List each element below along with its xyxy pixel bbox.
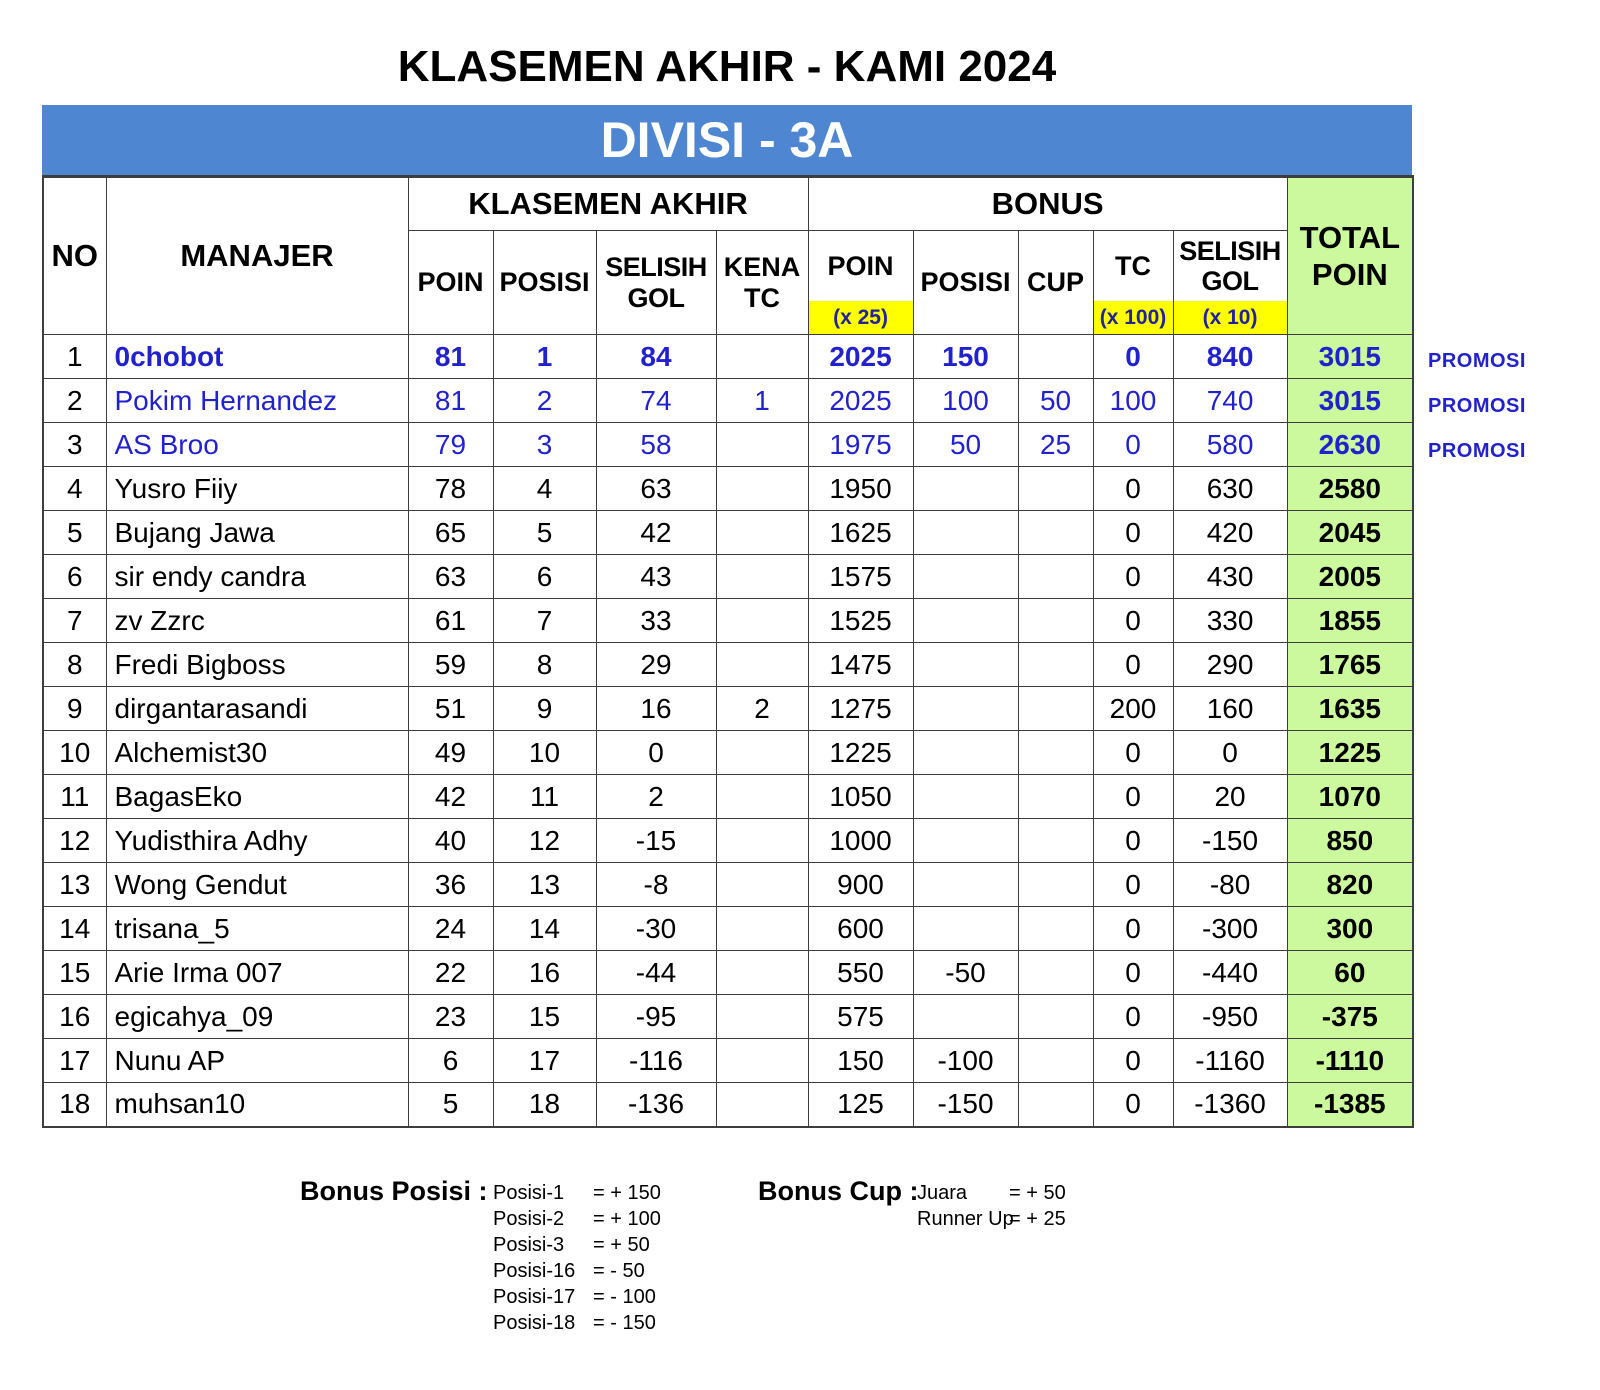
table-row xyxy=(43,951,1413,995)
table-row xyxy=(43,819,1413,863)
cell-total-poin: 3015 xyxy=(1287,335,1413,379)
table-row xyxy=(43,555,1413,599)
cell-bonus-posisi: 50 xyxy=(913,423,1018,467)
bonus-cup-entries xyxy=(917,1180,1066,1232)
cell-kena-tc xyxy=(716,423,808,467)
col-header-k-posisi: POSISI xyxy=(493,231,596,335)
cell-bonus-tc: 0 xyxy=(1093,907,1173,951)
cell-klasemen-poin: 61 xyxy=(408,599,493,643)
cell-no: 4 xyxy=(43,467,106,511)
cell-klasemen-poin: 81 xyxy=(408,379,493,423)
legend-entry xyxy=(493,1206,661,1232)
cell-bonus-cup xyxy=(1018,643,1093,687)
cell-bonus-cup xyxy=(1018,335,1093,379)
cell-bonus-poin: 1000 xyxy=(808,819,913,863)
cell-bonus-posisi xyxy=(913,775,1018,819)
cell-klasemen-selisih-gol: -8 xyxy=(596,863,716,907)
cell-klasemen-poin: 79 xyxy=(408,423,493,467)
col-header-kena-tc: KENA TC xyxy=(716,231,808,335)
cell-bonus-poin: 1275 xyxy=(808,687,913,731)
table-row xyxy=(43,423,1413,467)
cell-klasemen-posisi: 1 xyxy=(493,335,596,379)
cell-bonus-cup xyxy=(1018,599,1093,643)
cell-bonus-posisi xyxy=(913,555,1018,599)
cell-bonus-selisih-gol: -150 xyxy=(1173,819,1287,863)
cell-klasemen-selisih-gol: 84 xyxy=(596,335,716,379)
cell-klasemen-selisih-gol: 33 xyxy=(596,599,716,643)
page-title: KLASEMEN AKHIR - KAMI 2024 xyxy=(397,42,1057,91)
cell-bonus-posisi: -50 xyxy=(913,951,1018,995)
cell-total-poin: 820 xyxy=(1287,863,1413,907)
cell-klasemen-selisih-gol: 2 xyxy=(596,775,716,819)
cell-total-poin: 2005 xyxy=(1287,555,1413,599)
cell-kena-tc xyxy=(716,863,808,907)
cell-bonus-poin: 150 xyxy=(808,1039,913,1083)
cell-bonus-poin: 1050 xyxy=(808,775,913,819)
legend-entry xyxy=(917,1180,1066,1206)
cell-kena-tc xyxy=(716,467,808,511)
cell-klasemen-selisih-gol: -44 xyxy=(596,951,716,995)
cell-total-poin: 1635 xyxy=(1287,687,1413,731)
legend-entry xyxy=(917,1206,1066,1232)
cell-bonus-poin: 1975 xyxy=(808,423,913,467)
cell-bonus-cup xyxy=(1018,1039,1093,1083)
cell-bonus-tc: 0 xyxy=(1093,1083,1173,1127)
legend-entry-label: Posisi-18 xyxy=(493,1312,576,1334)
cell-total-poin: 300 xyxy=(1287,907,1413,951)
cell-klasemen-selisih-gol: 16 xyxy=(596,687,716,731)
cell-kena-tc xyxy=(716,951,808,995)
col-header-b-cup: CUP xyxy=(1018,231,1093,335)
cell-no: 5 xyxy=(43,511,106,555)
cell-bonus-poin: 1575 xyxy=(808,555,913,599)
col-header-no: NO xyxy=(43,177,106,335)
cell-no: 2 xyxy=(43,379,106,423)
cell-total-poin: 1225 xyxy=(1287,731,1413,775)
legend-entry-value: = - 50 xyxy=(593,1260,645,1282)
cell-bonus-posisi: -150 xyxy=(913,1083,1018,1127)
cell-bonus-selisih-gol: -1160 xyxy=(1173,1039,1287,1083)
cell-bonus-posisi xyxy=(913,643,1018,687)
cell-total-poin: -1385 xyxy=(1287,1083,1413,1127)
cell-bonus-tc: 0 xyxy=(1093,467,1173,511)
bonus-cup-title: Bonus Cup : xyxy=(758,1176,919,1206)
col-header-b-posisi: POSISI xyxy=(913,231,1018,335)
cell-bonus-cup: 50 xyxy=(1018,379,1093,423)
cell-bonus-posisi: 150 xyxy=(913,335,1018,379)
cell-total-poin: 3015 xyxy=(1287,379,1413,423)
table-row xyxy=(43,1083,1413,1127)
cell-bonus-cup xyxy=(1018,687,1093,731)
cell-kena-tc xyxy=(716,731,808,775)
cell-no: 10 xyxy=(43,731,106,775)
legend-entry-value: = + 150 xyxy=(593,1182,661,1204)
cell-klasemen-posisi: 4 xyxy=(493,467,596,511)
cell-no: 18 xyxy=(43,1083,106,1127)
cell-no: 11 xyxy=(43,775,106,819)
cell-klasemen-selisih-gol: -15 xyxy=(596,819,716,863)
cell-manajer: dirgantarasandi xyxy=(106,687,408,731)
table-row xyxy=(43,511,1413,555)
cell-bonus-posisi xyxy=(913,907,1018,951)
standings-table xyxy=(42,175,1414,1128)
cell-bonus-selisih-gol: 840 xyxy=(1173,335,1287,379)
cell-bonus-tc: 0 xyxy=(1093,863,1173,907)
table-row xyxy=(43,335,1413,379)
cell-manajer: Nunu AP xyxy=(106,1039,408,1083)
cell-bonus-cup xyxy=(1018,863,1093,907)
cell-klasemen-posisi: 16 xyxy=(493,951,596,995)
legend-entry-value: = - 100 xyxy=(593,1286,656,1308)
cell-klasemen-poin: 36 xyxy=(408,863,493,907)
legend-entry-label: Juara xyxy=(917,1182,968,1204)
cell-klasemen-selisih-gol: 29 xyxy=(596,643,716,687)
cell-bonus-tc: 0 xyxy=(1093,599,1173,643)
cell-klasemen-poin: 24 xyxy=(408,907,493,951)
cell-klasemen-selisih-gol: 43 xyxy=(596,555,716,599)
cell-kena-tc xyxy=(716,643,808,687)
cell-bonus-cup: 25 xyxy=(1018,423,1093,467)
cell-bonus-selisih-gol: 290 xyxy=(1173,643,1287,687)
col-header-manajer: MANAJER xyxy=(106,177,408,335)
multiplier-band-poin: (x 25) xyxy=(809,301,913,334)
cell-klasemen-selisih-gol: 0 xyxy=(596,731,716,775)
cell-bonus-poin: 125 xyxy=(808,1083,913,1127)
cell-klasemen-poin: 40 xyxy=(408,819,493,863)
cell-bonus-tc: 100 xyxy=(1093,379,1173,423)
cell-bonus-tc: 0 xyxy=(1093,819,1173,863)
cell-bonus-posisi xyxy=(913,819,1018,863)
cell-total-poin: 2630 xyxy=(1287,423,1413,467)
table-row xyxy=(43,731,1413,775)
cell-klasemen-posisi: 9 xyxy=(493,687,596,731)
cell-total-poin: 2580 xyxy=(1287,467,1413,511)
promosi-label: PROMOSI xyxy=(1428,350,1526,372)
cell-bonus-tc: 0 xyxy=(1093,775,1173,819)
table-row xyxy=(43,599,1413,643)
cell-klasemen-posisi: 11 xyxy=(493,775,596,819)
cell-bonus-cup xyxy=(1018,467,1093,511)
cell-no: 14 xyxy=(43,907,106,951)
cell-bonus-cup xyxy=(1018,951,1093,995)
legend xyxy=(0,1176,1600,1356)
cell-bonus-selisih-gol: 630 xyxy=(1173,467,1287,511)
legend-entry-label: Posisi-16 xyxy=(493,1260,576,1282)
cell-klasemen-posisi: 13 xyxy=(493,863,596,907)
legend-entry xyxy=(493,1284,661,1310)
legend-entry-label: Posisi-2 xyxy=(493,1208,565,1230)
cell-klasemen-poin: 49 xyxy=(408,731,493,775)
cell-klasemen-selisih-gol: 42 xyxy=(596,511,716,555)
cell-klasemen-selisih-gol: -116 xyxy=(596,1039,716,1083)
cell-klasemen-posisi: 18 xyxy=(493,1083,596,1127)
cell-bonus-tc: 0 xyxy=(1093,555,1173,599)
cell-bonus-poin: 2025 xyxy=(808,379,913,423)
cell-klasemen-poin: 59 xyxy=(408,643,493,687)
cell-bonus-selisih-gol: 20 xyxy=(1173,775,1287,819)
cell-total-poin: 1070 xyxy=(1287,775,1413,819)
cell-bonus-poin: 1225 xyxy=(808,731,913,775)
cell-bonus-selisih-gol: 420 xyxy=(1173,511,1287,555)
cell-no: 1 xyxy=(43,335,106,379)
cell-manajer: Yusro Fiiy xyxy=(106,467,408,511)
bonus-posisi-entries xyxy=(493,1180,661,1336)
cell-bonus-poin: 1625 xyxy=(808,511,913,555)
cell-manajer: AS Broo xyxy=(106,423,408,467)
cell-bonus-tc: 0 xyxy=(1093,511,1173,555)
table-row xyxy=(43,775,1413,819)
table-row xyxy=(43,467,1413,511)
cell-klasemen-poin: 22 xyxy=(408,951,493,995)
table-row xyxy=(43,687,1413,731)
table-row xyxy=(43,863,1413,907)
legend-entry-label: Posisi-3 xyxy=(493,1234,565,1256)
cell-total-poin: 1855 xyxy=(1287,599,1413,643)
cell-manajer: Pokim Hernandez xyxy=(106,379,408,423)
cell-no: 17 xyxy=(43,1039,106,1083)
promosi-label: PROMOSI xyxy=(1428,395,1526,417)
cell-klasemen-poin: 51 xyxy=(408,687,493,731)
cell-kena-tc xyxy=(716,775,808,819)
cell-bonus-posisi: -100 xyxy=(913,1039,1018,1083)
cell-kena-tc: 2 xyxy=(716,687,808,731)
cell-klasemen-selisih-gol: -136 xyxy=(596,1083,716,1127)
cell-klasemen-poin: 42 xyxy=(408,775,493,819)
cell-bonus-selisih-gol: -80 xyxy=(1173,863,1287,907)
cell-bonus-tc: 0 xyxy=(1093,1039,1173,1083)
cell-manajer: egicahya_09 xyxy=(106,995,408,1039)
cell-bonus-posisi xyxy=(913,863,1018,907)
cell-klasemen-posisi: 3 xyxy=(493,423,596,467)
cell-bonus-selisih-gol: 740 xyxy=(1173,379,1287,423)
cell-bonus-selisih-gol: -440 xyxy=(1173,951,1287,995)
col-header-b-tc: TC (x 100) xyxy=(1093,231,1173,335)
col-header-b-poin: POIN (x 25) xyxy=(808,231,913,335)
cell-bonus-tc: 0 xyxy=(1093,643,1173,687)
cell-klasemen-posisi: 12 xyxy=(493,819,596,863)
cell-no: 9 xyxy=(43,687,106,731)
cell-klasemen-selisih-gol: 58 xyxy=(596,423,716,467)
cell-klasemen-posisi: 15 xyxy=(493,995,596,1039)
cell-bonus-cup xyxy=(1018,731,1093,775)
cell-total-poin: 60 xyxy=(1287,951,1413,995)
cell-bonus-cup xyxy=(1018,555,1093,599)
cell-klasemen-selisih-gol: 74 xyxy=(596,379,716,423)
cell-bonus-poin: 575 xyxy=(808,995,913,1039)
cell-klasemen-poin: 63 xyxy=(408,555,493,599)
legend-entry xyxy=(493,1258,661,1284)
cell-klasemen-posisi: 14 xyxy=(493,907,596,951)
group-header-bonus: BONUS xyxy=(808,177,1287,231)
cell-bonus-cup xyxy=(1018,907,1093,951)
cell-bonus-selisih-gol: 430 xyxy=(1173,555,1287,599)
promosi-label: PROMOSI xyxy=(1428,440,1526,462)
cell-manajer: Fredi Bigboss xyxy=(106,643,408,687)
cell-klasemen-selisih-gol: 63 xyxy=(596,467,716,511)
cell-bonus-tc: 0 xyxy=(1093,731,1173,775)
cell-klasemen-posisi: 17 xyxy=(493,1039,596,1083)
cell-no: 6 xyxy=(43,555,106,599)
cell-no: 8 xyxy=(43,643,106,687)
cell-bonus-poin: 1525 xyxy=(808,599,913,643)
cell-kena-tc xyxy=(716,335,808,379)
multiplier-band-selisih-gol: (x 10) xyxy=(1174,301,1287,334)
cell-kena-tc: 1 xyxy=(716,379,808,423)
legend-entry-label: Posisi-17 xyxy=(493,1286,576,1308)
cell-bonus-poin: 550 xyxy=(808,951,913,995)
cell-kena-tc xyxy=(716,599,808,643)
cell-klasemen-poin: 78 xyxy=(408,467,493,511)
cell-bonus-cup xyxy=(1018,511,1093,555)
cell-bonus-tc: 200 xyxy=(1093,687,1173,731)
cell-klasemen-selisih-gol: -95 xyxy=(596,995,716,1039)
table-row xyxy=(43,643,1413,687)
cell-bonus-posisi xyxy=(913,599,1018,643)
cell-manajer: zv Zzrc xyxy=(106,599,408,643)
cell-bonus-tc: 0 xyxy=(1093,995,1173,1039)
cell-klasemen-poin: 6 xyxy=(408,1039,493,1083)
legend-entry-label: Runner Up xyxy=(917,1208,1014,1230)
col-header-total-poin: TOTAL POIN xyxy=(1287,177,1413,335)
table-row xyxy=(43,907,1413,951)
cell-bonus-selisih-gol: -950 xyxy=(1173,995,1287,1039)
cell-bonus-selisih-gol: 330 xyxy=(1173,599,1287,643)
cell-kena-tc xyxy=(716,1039,808,1083)
cell-no: 16 xyxy=(43,995,106,1039)
legend-entry-value: = + 25 xyxy=(1009,1208,1066,1230)
cell-manajer: BagasEko xyxy=(106,775,408,819)
col-header-k-poin: POIN xyxy=(408,231,493,335)
cell-manajer: trisana_5 xyxy=(106,907,408,951)
legend-entry xyxy=(493,1310,661,1336)
cell-klasemen-posisi: 6 xyxy=(493,555,596,599)
cell-bonus-poin: 2025 xyxy=(808,335,913,379)
cell-kena-tc xyxy=(716,819,808,863)
legend-entry-label: Posisi-1 xyxy=(493,1182,565,1204)
cell-no: 15 xyxy=(43,951,106,995)
cell-no: 3 xyxy=(43,423,106,467)
cell-klasemen-posisi: 5 xyxy=(493,511,596,555)
cell-kena-tc xyxy=(716,1083,808,1127)
cell-no: 7 xyxy=(43,599,106,643)
cell-bonus-posisi xyxy=(913,687,1018,731)
legend-entry xyxy=(493,1180,661,1206)
table-body xyxy=(43,335,1413,1127)
group-header-klasemen-akhir: KLASEMEN AKHIR xyxy=(408,177,808,231)
cell-total-poin: 2045 xyxy=(1287,511,1413,555)
col-header-k-selisih-gol: SELISIH GOL xyxy=(596,231,716,335)
table-row xyxy=(43,1039,1413,1083)
cell-bonus-poin: 1950 xyxy=(808,467,913,511)
cell-bonus-selisih-gol: 0 xyxy=(1173,731,1287,775)
cell-bonus-cup xyxy=(1018,775,1093,819)
cell-total-poin: -375 xyxy=(1287,995,1413,1039)
cell-bonus-selisih-gol: 160 xyxy=(1173,687,1287,731)
cell-bonus-cup xyxy=(1018,819,1093,863)
cell-kena-tc xyxy=(716,907,808,951)
table-row xyxy=(43,995,1413,1039)
cell-bonus-selisih-gol: -300 xyxy=(1173,907,1287,951)
cell-bonus-cup xyxy=(1018,995,1093,1039)
cell-klasemen-posisi: 2 xyxy=(493,379,596,423)
cell-klasemen-poin: 5 xyxy=(408,1083,493,1127)
cell-manajer: Alchemist30 xyxy=(106,731,408,775)
legend-entry-value: = + 50 xyxy=(1009,1182,1066,1204)
cell-klasemen-posisi: 8 xyxy=(493,643,596,687)
cell-bonus-posisi xyxy=(913,995,1018,1039)
legend-entry xyxy=(493,1232,661,1258)
cell-bonus-posisi xyxy=(913,511,1018,555)
bonus-posisi-title: Bonus Posisi : xyxy=(300,1176,488,1206)
cell-klasemen-posisi: 7 xyxy=(493,599,596,643)
multiplier-band-tc: (x 100) xyxy=(1094,301,1173,334)
legend-entry-value: = + 50 xyxy=(593,1234,650,1256)
cell-bonus-selisih-gol: 580 xyxy=(1173,423,1287,467)
cell-kena-tc xyxy=(716,511,808,555)
cell-total-poin: -1110 xyxy=(1287,1039,1413,1083)
cell-bonus-tc: 0 xyxy=(1093,951,1173,995)
cell-manajer: Yudisthira Adhy xyxy=(106,819,408,863)
cell-bonus-cup xyxy=(1018,1083,1093,1127)
cell-bonus-posisi xyxy=(913,467,1018,511)
cell-bonus-poin: 600 xyxy=(808,907,913,951)
cell-klasemen-selisih-gol: -30 xyxy=(596,907,716,951)
cell-manajer: sir endy candra xyxy=(106,555,408,599)
cell-manajer: Wong Gendut xyxy=(106,863,408,907)
legend-entry-value: = - 150 xyxy=(593,1312,656,1334)
cell-kena-tc xyxy=(716,555,808,599)
cell-bonus-tc: 0 xyxy=(1093,335,1173,379)
table-row xyxy=(43,379,1413,423)
cell-kena-tc xyxy=(716,995,808,1039)
cell-manajer: Arie Irma 007 xyxy=(106,951,408,995)
division-banner: DIVISI - 3A xyxy=(42,105,1412,175)
cell-manajer: muhsan10 xyxy=(106,1083,408,1127)
cell-bonus-poin: 900 xyxy=(808,863,913,907)
cell-klasemen-posisi: 10 xyxy=(493,731,596,775)
cell-no: 12 xyxy=(43,819,106,863)
legend-entry-value: = + 100 xyxy=(593,1208,661,1230)
cell-total-poin: 850 xyxy=(1287,819,1413,863)
cell-bonus-posisi: 100 xyxy=(913,379,1018,423)
cell-bonus-posisi xyxy=(913,731,1018,775)
cell-klasemen-poin: 23 xyxy=(408,995,493,1039)
cell-klasemen-poin: 81 xyxy=(408,335,493,379)
cell-bonus-tc: 0 xyxy=(1093,423,1173,467)
cell-manajer: 0chobot xyxy=(106,335,408,379)
cell-total-poin: 1765 xyxy=(1287,643,1413,687)
cell-klasemen-poin: 65 xyxy=(408,511,493,555)
cell-no: 13 xyxy=(43,863,106,907)
cell-bonus-selisih-gol: -1360 xyxy=(1173,1083,1287,1127)
col-header-b-selisih-gol: SELISIH GOL (x 10) xyxy=(1173,231,1287,335)
cell-manajer: Bujang Jawa xyxy=(106,511,408,555)
cell-bonus-poin: 1475 xyxy=(808,643,913,687)
